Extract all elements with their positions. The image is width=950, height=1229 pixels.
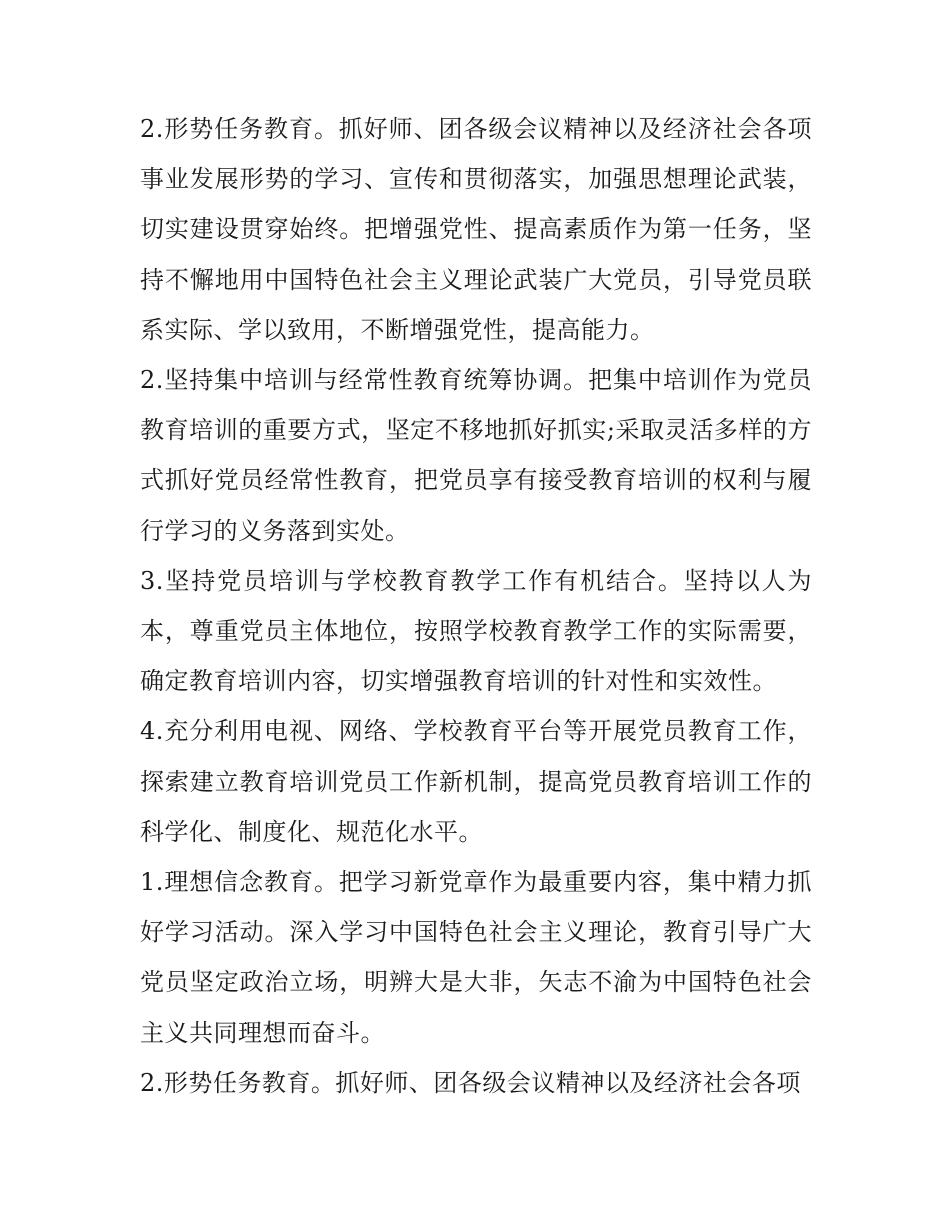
paragraph-situation-education: 2.形势任务教育。抓好师、团各级会议精神以及经济社会各项事业发展形势的学习、宣传和贯彻落实，加强思想理论武装，切实建设贯穿始终。把增强党性、提高素质作为第一任务，坚持不懈地用中国特色社会主义理论武装广大党员，引导党员联系实际、学以致用，不断增强党性，提高能力。 bbox=[140, 115, 812, 344]
paragraph-centralized-training: 2.坚持集中培训与经常性教育统筹协调。把集中培训作为党员教育培训的重要方式，坚定不移地抓好抓实;采取灵活多样的方式抓好党员经常性教育，把党员享有接受教育培训的权利与履行学习的义务落到实处。 bbox=[140, 366, 812, 545]
document-body bbox=[140, 104, 812, 1108]
paragraph-training-school-integration: 3.坚持党员培训与学校教育教学工作有机结合。坚持以人为本，尊重党员主体地位，按照学校教育教学工作的实际需要，确定教育培训内容，切实增强教育培训的针对性和实效性。 bbox=[140, 566, 812, 696]
paragraph-ideals-education: 1.理想信念教育。把学习新党章作为最重要内容，集中精力抓好学习活动。深入学习中国特色社会主义理论，教育引导广大党员坚定政治立场，明辨大是大非，矢志不渝为中国特色社会主义共同理想而奋斗。 bbox=[140, 868, 812, 1047]
paragraph-media-platforms: 4.充分利用电视、网络、学校教育平台等开展党员教育工作，探索建立教育培训党员工作新机制，提高党员教育培训工作的科学化、制度化、规范化水平。 bbox=[140, 717, 812, 846]
paragraph-situation-education-repeat: 2.形势任务教育。抓好师、团各级会议精神以及经济社会各项 bbox=[140, 1068, 801, 1097]
